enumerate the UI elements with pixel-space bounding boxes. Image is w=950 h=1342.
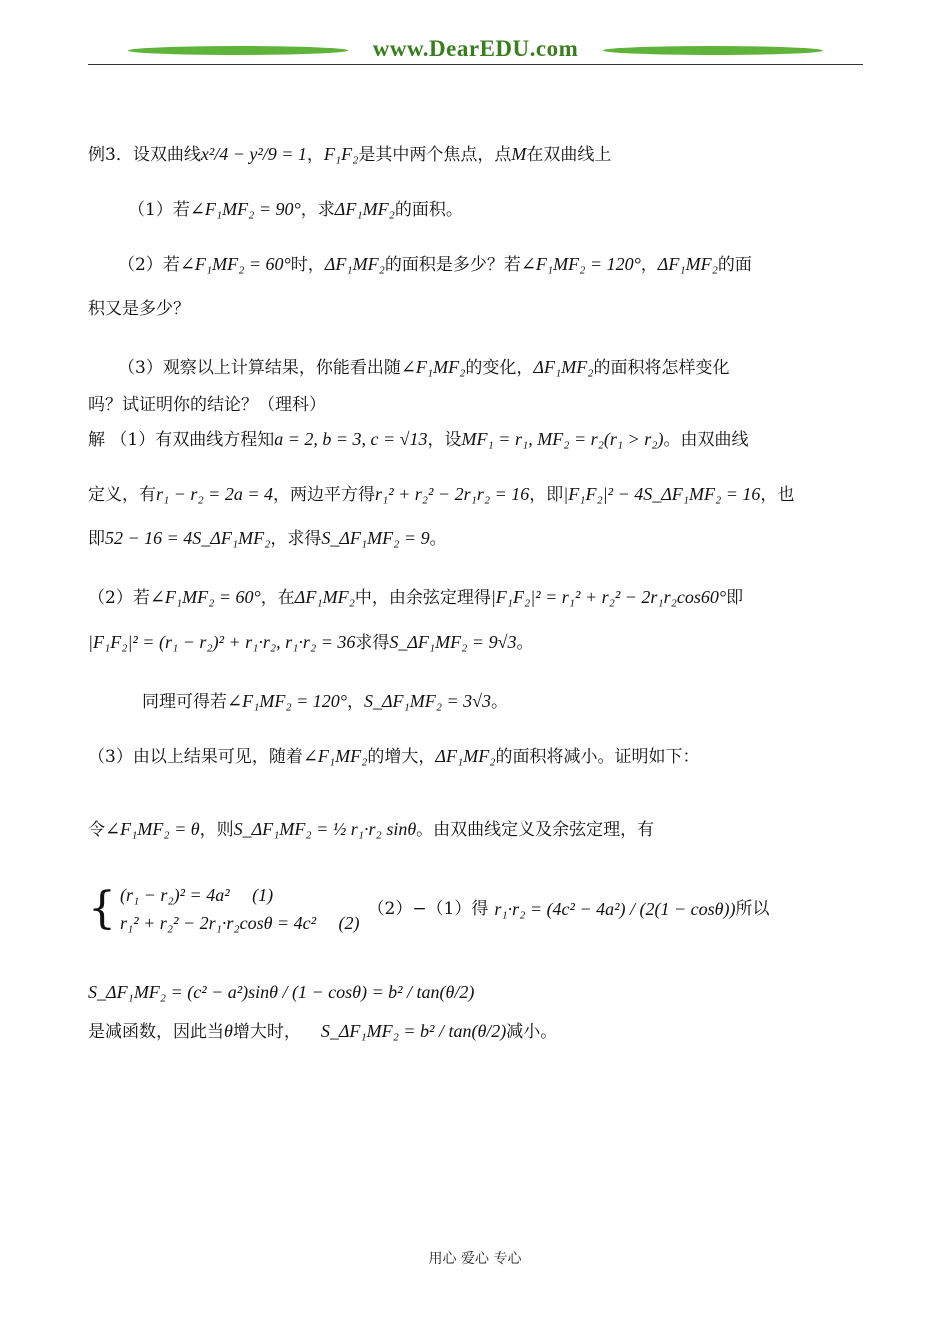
text: 是其中两个焦点，点: [358, 145, 512, 165]
solution-line-3: [88, 524, 864, 553]
text: ，则: [199, 820, 234, 841]
text: （1）若: [128, 200, 190, 221]
formula: S_ΔF₁MF₂ = b² / tan(θ/2): [320, 1021, 507, 1042]
text: ，在: [260, 587, 295, 608]
formula: ∠F₁MF₂ = θ: [105, 819, 200, 840]
solution-line-7: [88, 742, 864, 771]
question-3-cont: [88, 392, 864, 419]
solution-line-1: [88, 425, 864, 454]
question-3: [88, 353, 864, 382]
formula: ΔF₁MF₂: [657, 254, 718, 275]
solution-line-5: [88, 628, 864, 657]
text: ，: [346, 692, 364, 713]
formula: ΔF₁MF₂: [533, 356, 594, 377]
solution-line-2: [88, 480, 864, 509]
formula: |F₁F₂|² = r₁² + r₂² − 2r₁r₂cos60°: [490, 586, 727, 607]
equation-system: [120, 881, 360, 939]
text: ，两边平方得: [272, 485, 375, 506]
text: 解 （1）有双曲线方程知: [88, 430, 275, 451]
text: （2）−（1）得: [367, 898, 489, 919]
question-2-cont: [88, 296, 864, 323]
formula-point: M: [511, 144, 527, 164]
solution-line-4: [88, 583, 864, 612]
text: 。由双曲线定义及余弦定理，有: [416, 820, 655, 841]
formula: S_ΔF₁MF₂ = (c² − a²)sinθ / (1 − cosθ) = b² / tan(θ/2): [88, 982, 475, 1003]
text: 同理可得若: [142, 692, 227, 713]
text: 即: [726, 587, 744, 608]
text: 在双曲线上: [526, 145, 612, 165]
text: ，: [306, 145, 324, 165]
text: 的面: [717, 255, 752, 276]
formula-hyperbola: x²/4 − y²/9 = 1: [200, 144, 307, 164]
formula: S_ΔF₁MF₂ = 3√3: [363, 691, 492, 712]
formula: S_ΔF₁MF₂ = 9: [321, 527, 430, 548]
text: 是减函数，因此当: [88, 1022, 224, 1043]
formula: ΔF₁MF₂: [294, 586, 355, 607]
formula: ΔF₁MF₂: [435, 746, 496, 767]
question-2: [88, 250, 864, 279]
formula: MF₁ = r₁, MF₂ = r₂(r₁ > r₂): [461, 429, 664, 450]
formula: S_ΔF₁MF₂ = ½ r₁·r₂ sinθ: [233, 819, 417, 840]
brace-glyph: {: [88, 883, 116, 935]
text: （3）观察以上计算结果，你能看出随: [118, 357, 401, 378]
text: 。: [516, 632, 534, 653]
formula: ∠F₁MF₂ = 60°: [179, 254, 291, 275]
text: 的面积是多少？若: [384, 255, 521, 276]
text: ，即: [529, 485, 564, 506]
text: 积又是多少？: [88, 298, 190, 319]
text: 。由双曲线: [663, 430, 749, 451]
text: （2）若: [88, 587, 150, 608]
text: 例3．设双曲线: [88, 145, 201, 165]
page-header: [88, 36, 863, 70]
formula: ∠F₁MF₂ = 60°: [149, 586, 261, 607]
text: 的变化，: [465, 357, 534, 378]
text: 的增大，: [367, 747, 436, 768]
text: 的面积将减小。证明如下：: [495, 747, 700, 768]
header-rule: [88, 64, 863, 65]
text: 所以: [735, 898, 770, 919]
text: ，求: [300, 200, 335, 221]
text: 的面积。: [394, 200, 463, 221]
text: 中，由余弦定理得: [354, 587, 491, 608]
equation-system-row: [88, 881, 864, 939]
text: ，也: [760, 485, 795, 506]
equation-2: r₁² + r₂² − 2r₁·r₂cosθ = 4c² (2): [120, 913, 360, 934]
formula: r₁·r₂ = (4c² − 4a²) / (2(1 − cosθ)): [494, 899, 736, 920]
formula: ∠F₁MF₂ = 90°: [189, 199, 301, 220]
document-body: [88, 120, 864, 1047]
question-1: [88, 195, 864, 224]
text: 求得: [355, 632, 390, 653]
solution-line-10b: [88, 1017, 864, 1046]
text: ，设: [427, 430, 462, 451]
formula: r₁² + r₂² − 2r₁r₂ = 16: [374, 484, 530, 505]
formula: ∠F₁MF₂ = 120°: [227, 691, 347, 712]
page-footer: 用心 爱心 专心: [428, 1251, 522, 1267]
text: 减小。: [506, 1022, 558, 1043]
formula: |F₁F₂|² − 4S_ΔF₁MF₂ = 16: [563, 484, 761, 505]
site-logo: www.DearEDU.com: [372, 36, 579, 61]
formula: S_ΔF₁MF₂ = 9√3: [389, 631, 517, 652]
text: （3）由以上结果可见，随着: [88, 747, 303, 768]
text: 吗？试证明你的结论？（理科）: [88, 394, 326, 415]
text: 定义，有: [88, 485, 156, 506]
formula: 52 − 16 = 4S_ΔF₁MF₂: [105, 527, 271, 548]
formula: θ: [224, 1021, 233, 1042]
formula: ∠F₁MF₂: [302, 746, 368, 767]
text: （2）若: [118, 255, 180, 276]
formula: ΔF₁MF₂: [324, 254, 385, 275]
text: 时，: [290, 255, 325, 276]
solution-line-10: [88, 978, 864, 1007]
formula: a = 2, b = 3, c = √13: [274, 429, 428, 450]
formula: |F₁F₂|² = (r₁ − r₂)² + r₁·r₂, r₁·r₂ = 36: [88, 631, 356, 652]
text: 的面积将怎样变化: [593, 357, 730, 378]
text: 。: [491, 692, 509, 713]
formula: r₁ − r₂ = 2a = 4: [156, 484, 273, 505]
formula-foci: F₁F₂: [323, 144, 359, 164]
formula: ∠F₁MF₂ = 120°: [520, 254, 641, 275]
text: 增大时，: [232, 1022, 301, 1043]
text: 令: [88, 820, 105, 841]
example-statement: [88, 140, 864, 169]
solution-line-6: [88, 687, 864, 716]
formula: ∠F₁MF₂: [400, 356, 466, 377]
equation-1: (r₁ − r₂)² = 4a² (1): [120, 884, 274, 905]
text: ，: [640, 255, 658, 276]
formula: ΔF₁MF₂: [334, 199, 395, 220]
text: 即: [88, 528, 105, 549]
solution-line-8: [88, 815, 864, 844]
text: 。: [429, 528, 447, 549]
text: ，求得: [270, 528, 322, 549]
